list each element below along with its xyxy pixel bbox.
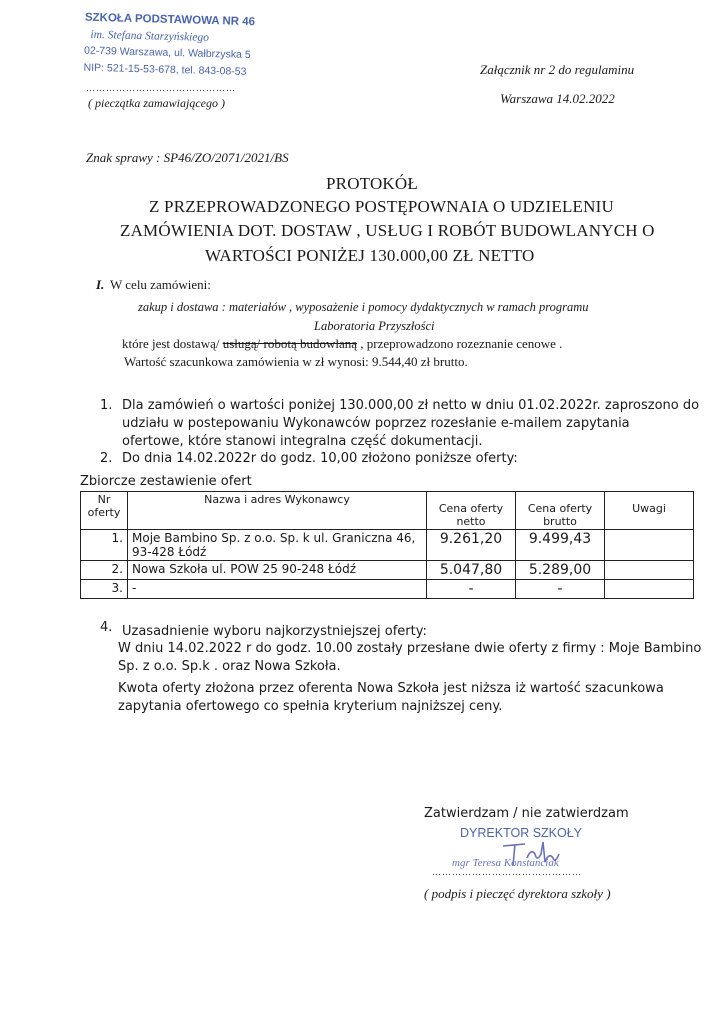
offers-table [80,491,694,599]
table-row [81,580,694,599]
table-header-row [81,492,694,530]
offer-notes [605,580,694,599]
offer-contractor: Moje Bambino Sp. z o.o. Sp. k ul. Graniczna 46, 93-428 Łódź [128,530,427,561]
section-1-numeral: I. [96,277,105,292]
offer-contractor: Nowa Szkoła ul. POW 25 90-248 Łódź [128,561,427,580]
order-subject-line-1: zakup i dostawa : materiałów , wyposażenie i pomocy dydaktycznych w ramach programu [138,300,589,314]
point-2-line-1: Do dnia 14.02.2022r do godz. 10,00 złożono poniższe oferty: [122,451,518,466]
offer-notes [605,530,694,561]
offer-net-price: 9.261,20 [427,530,516,561]
offer-net-price: - [427,580,516,599]
point-4-line-2: Sp. z o.o. Sp.k . oraz Nowa Szkoła. [118,659,341,674]
offer-notes [605,561,694,580]
approval-text: Zatwierdzam / nie zatwierdzam [424,806,629,821]
offer-number: 2. [81,561,128,580]
order-subject-line-2: Laboratoria Przyszłości [314,319,435,333]
estimated-value: Wartość szacunkowa zamówienia w zł wynosi: 9.544,40 zł brutto. [124,354,468,369]
header-offer-number: Nr oferty [81,492,128,530]
header-net-price: Cena oferty netto [427,492,516,530]
order-type-suffix: , przeprowadzono rozeznanie cenowe . [357,336,563,351]
offer-gross-price: - [516,580,605,599]
order-type-prefix: które jest dostawą/ [122,336,223,351]
offer-number: 1. [81,530,128,561]
attachment-label: Załącznik nr 2 do regulaminu [480,62,635,77]
table-row [81,530,694,561]
title-line-3: ZAMÓWIENIA DOT. DOSTAW , USŁUG I ROBÓT BUDOWLANYCH O [120,221,655,240]
offer-number: 3. [81,580,128,599]
director-name: mgr Teresa Konstanciak [452,857,559,869]
title-protocol: PROTOKÓŁ [326,174,418,193]
point-4-number: 4. [100,620,113,635]
stamp-caption: ( pieczątka zamawiającego ) [88,96,225,110]
stamp-dotted-line: ……………………………………… [86,83,236,93]
stamp-address: 02-739 Warszawa, ul. Wałbrzyska 5 [83,44,251,62]
table-row [81,561,694,580]
order-type-line [122,336,562,352]
point-1-line-1: Dla zamówień o wartości poniżej 130.000,00 zł netto w dniu 01.02.2022r. zaproszono do [122,398,700,413]
point-4-line-4: zapytania ofertowego co spełnia kryterium najniższej ceny. [118,699,503,714]
place-date: Warszawa 14.02.2022 [500,91,615,106]
table-caption: Zbiorcze zestawienie ofert [80,474,252,489]
offer-gross-price: 9.499,43 [516,530,605,561]
offer-contractor: - [128,580,427,599]
signature-dotted-line: ……………………………………… [432,867,582,877]
signature-caption: ( podpis i pieczęć dyrektora szkoły ) [424,886,611,901]
header-gross-price: Cena oferty brutto [516,492,605,530]
header-contractor: Nazwa i adres Wykonawcy [128,492,427,530]
section-1-intro: W celu zamówieni: [110,277,211,292]
stamp-school-name: SZKOŁA PODSTAWOWA NR 46 [84,11,256,29]
point-4-line-3: Kwota oferty złożona przez oferenta Nowa Szkoła jest niższa iż wartość szacunkowa [118,681,664,696]
case-number: Znak sprawy : SP46/ZO/2071/2021/BS [86,150,289,165]
offer-net-price: 5.047,80 [427,561,516,580]
order-type-struck: usługą/ robotą budowlaną [222,336,358,351]
offer-gross-price: 5.289,00 [516,561,605,580]
stamp-nip-phone: NIP: 521-15-53-678, tel. 843-08-53 [83,61,247,78]
header-notes: Uwagi [605,492,694,530]
section-1 [86,277,686,387]
point-2-number: 2. [100,451,113,466]
point-1-line-2: udziału w postepowaniu Wykonawców poprzez rozesłanie e-mailem zapytania [122,416,630,431]
point-1-line-3: ofertowe, które stanowi integralna część dokumentacji. [122,434,483,449]
stamp-patron: im. Stefana Starzyńskiego [90,28,210,44]
point-1-number: 1. [100,398,113,413]
point-4-heading: Uzasadnienie wyboru najkorzystniejszej oferty: [122,624,427,639]
title-line-2: Z PRZEPROWADZONEGO POSTĘPOWNAIA O UDZIELENIU [149,197,614,216]
director-stamp-title: DYREKTOR SZKOŁY [460,826,583,840]
point-4-line-1: W dniu 14.02.2022 r do godz. 10.00 zostały przesłane dwie oferty z firmy : Moje Bambino [118,641,702,656]
title-line-4: WARTOŚCI PONIŻEJ 130.000,00 ZŁ NETTO [205,246,535,265]
